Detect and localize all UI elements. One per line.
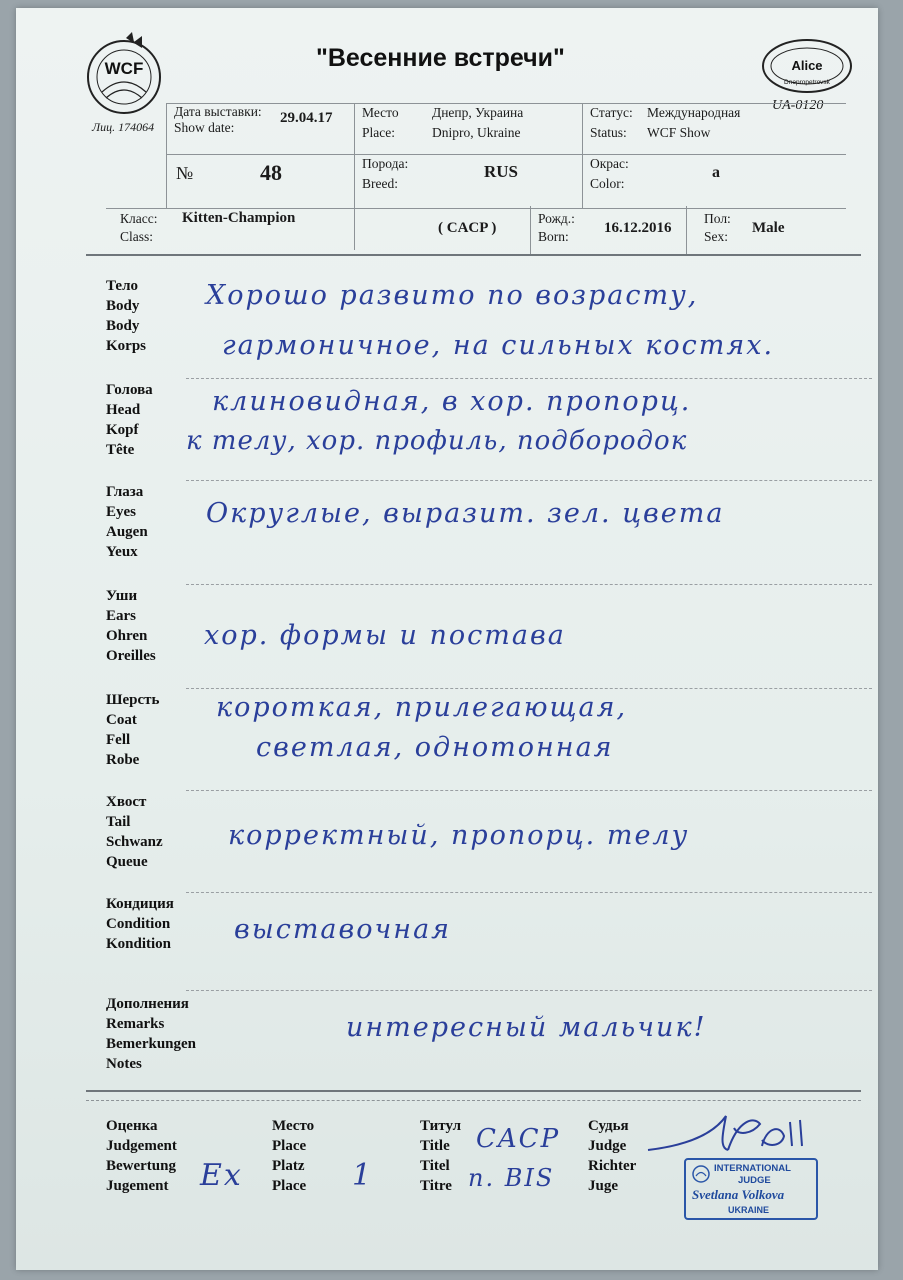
judge-stamp <box>684 1158 818 1220</box>
page-title: "Весенние встречи" <box>316 44 565 72</box>
status-en: WCF Show <box>647 125 711 140</box>
color: a <box>712 164 720 181</box>
class-code: ( CACP ) <box>438 220 497 236</box>
section-remarks-labels: Дополнения Remarks Bemerkungen Notes <box>106 996 196 1072</box>
color-label-ru: Окрас: <box>590 156 629 171</box>
color-label-en: Color: <box>590 176 625 191</box>
status-ru: Международная <box>647 105 741 120</box>
club-logo <box>761 38 853 94</box>
stamp-name: Svetlana Volkova <box>692 1187 785 1202</box>
sex-label-en: Sex: <box>704 229 729 244</box>
class-label-ru: Класс: <box>120 211 158 226</box>
title-value-2: n. BIS <box>468 1164 555 1192</box>
head-comment-line-2: к телу, хор. профиль, подбородок <box>186 426 688 456</box>
show-date-label-en: Show date: <box>174 120 235 135</box>
class: Kitten-Champion <box>182 210 296 226</box>
place-label-ru: Место <box>362 105 399 120</box>
head-comment-line-1: клиновидная, в хор. пропорц. <box>212 386 692 417</box>
title-labels: Титул Title Titel Titre <box>420 1118 461 1194</box>
body-comment-line-2: гармоничное, на сильных костях. <box>222 330 775 361</box>
place-ru: Днепр, Украина <box>432 105 524 120</box>
born-date: 16.12.2016 <box>604 220 672 236</box>
breed-label-ru: Порода: <box>362 156 409 171</box>
judge-labels: Судья Judge Richter Juge <box>588 1118 637 1194</box>
place-en: Dnipro, Ukraine <box>432 125 521 140</box>
coat-comment-line-1: короткая, прилегающая, <box>216 692 628 723</box>
section-coat-labels: Шерсть Coat Fell Robe <box>106 692 160 768</box>
judging-sheet <box>16 8 878 1270</box>
section-condition-labels: Кондиция Condition Kondition <box>106 896 174 952</box>
stamp-emblem-icon <box>691 1164 711 1184</box>
place-label-en: Place: <box>362 125 395 140</box>
status-label-ru: Статус: <box>590 105 633 120</box>
judge-signature <box>642 1106 812 1162</box>
sex-label-ru: Пол: <box>704 211 731 226</box>
number-label: № <box>176 163 194 183</box>
breed: RUS <box>484 162 519 181</box>
class-label-en: Class: <box>120 229 154 244</box>
born-label-ru: Рожд.: <box>538 211 575 226</box>
show-date-label-ru: Дата выставки: <box>174 104 262 119</box>
condition-comment: выставочная <box>234 914 452 945</box>
svg-text:Alice: Alice <box>791 58 823 73</box>
section-body-labels: Тело Body Body Korps <box>106 278 147 354</box>
judgement-labels: Оценка Judgement Bewertung Jugement <box>106 1118 177 1194</box>
place-labels: Место Place Platz Place <box>272 1118 315 1194</box>
section-head-labels: Голова Head Kopf Tête <box>106 382 153 458</box>
show-date: 29.04.17 <box>280 110 333 126</box>
wcf-logo <box>82 32 166 118</box>
tail-comment: корректный, пропорц. телу <box>228 820 690 851</box>
stamp-line-1: INTERNATIONAL <box>714 1163 791 1174</box>
section-tail-labels: Хвост Tail Schwanz Queue <box>106 794 163 870</box>
eyes-comment: Округлые, выразит. зел. цвета <box>206 498 725 529</box>
section-ears-labels: Уши Ears Ohren Oreilles <box>106 588 156 664</box>
breed-label-en: Breed: <box>362 176 398 191</box>
status-label-en: Status: <box>590 125 627 140</box>
club-code: UA-0120 <box>772 98 824 113</box>
remarks-comment: интересный мальчик! <box>346 1012 707 1043</box>
wcf-logo-text: WCF <box>104 59 144 78</box>
stamp-line-2: JUDGE <box>738 1175 771 1186</box>
title-value-1: CACP <box>476 1124 561 1154</box>
judgement-value: Ex <box>200 1158 243 1193</box>
svg-text:Dnepropetrovsk: Dnepropetrovsk <box>784 79 830 86</box>
license-number: Лиц. 174064 <box>92 120 155 134</box>
number: 48 <box>260 160 282 185</box>
stamp-country: UKRAINE <box>728 1205 770 1215</box>
ears-comment: хор. формы и постава <box>204 620 566 651</box>
coat-comment-line-2: светлая, однотонная <box>256 732 614 763</box>
born-label-en: Born: <box>538 229 569 244</box>
section-eyes-labels: Глаза Eyes Augen Yeux <box>106 484 148 560</box>
place-value: 1 <box>352 1158 374 1193</box>
sex: Male <box>752 220 785 236</box>
body-comment-line-1: Хорошо развито по возрасту, <box>206 280 699 311</box>
